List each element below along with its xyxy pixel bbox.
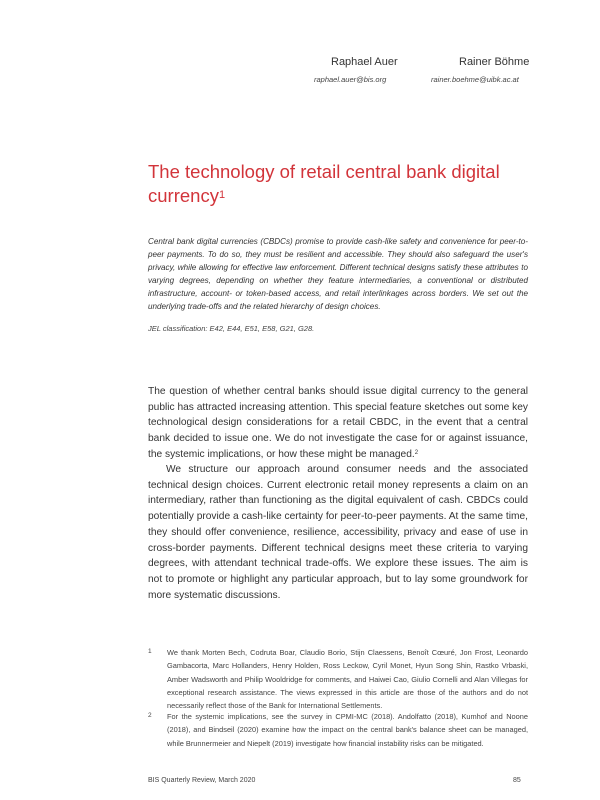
abstract: Central bank digital currencies (CBDCs) promise to provide cash-like safety and convenience for peer-to-peer payments. To do so, they must be resilient and accessible. They should also safeguard the user's privacy, while allowing for effective law enforcement. Different technical designs satisfy these attributes to varying degrees, depending on whether they feature intermediaries, a conventional or distributed infrastructure, account- or token-based access, and retail interlinkages across borders. We set out the underlying trade-offs and the related hierarchy of design choices.: [148, 237, 528, 311]
footnote-number: 2: [148, 712, 152, 719]
page-number: 85: [513, 777, 521, 784]
author-name: Raphael Auer: [331, 56, 398, 68]
body-paragraph: We structure our approach around consumer needs and the associated technical design choices. Current electronic retail money represents a claim on an intermediary, rather than functioning as the digital equivalent of cash. CBDCs could potentially provide a cash-like certainty for peer-to-peer payments. At the same time, they should offer convenience, resilience, accessibility, privacy and ease of use in cross-border payments. Different technical designs meet these criteria to varying degrees, with attendant technical trade-offs. We explore these issues. The aim is not to promote or highlight any particular approach, but to lay some groundwork for more systematic discussions.: [148, 464, 528, 601]
footnote-number: 1: [148, 648, 152, 655]
footnote-text: For the systemic implications, see the survey in CPMI-MC (2018). Andolfatto (2018), Kumhof and Noone (2018), and Bindseil (2020) examine how the impact on the central bank's balance sheet can be managed, while Brunnermeier and Niepelt (2019) investigate how financial instability risks can be mitigated.: [167, 712, 528, 748]
article-title: [148, 160, 508, 208]
author-email: raphael.auer@bis.org: [314, 75, 387, 84]
footnote-marker: 2: [414, 449, 419, 456]
footnote-marker: 1: [218, 189, 226, 201]
body-paragraph-text: The question of whether central banks should issue digital currency to the general public has attracted increasing attention. This special feature sketches out some key technological design considerations for a retail CBDC, in the event that a central bank decided to issue one. We do not investigate the case for or against issuance, the systemic implications, or how these might be managed.: [148, 386, 528, 460]
footnote-text: We thank Morten Bech, Codruta Boar, Claudio Borio, Stijn Claessens, Benoît Cœuré, Jon Frost, Leonardo Gambacorta, Marc Hollanders, Henry Holden, Ross Leckow, Cyril Monet, Hyun Song Shin, Rastko Vrbaski, Amber Wadsworth and Philip Wooldridge for comments, and Haiwei Cao, Giulio Cornelli and Alan Villegas for exceptional research assistance. The views expressed in this article are those of the authors and do not necessarily reflect those of the Bank for International Settlements.: [167, 648, 528, 711]
author-email: rainer.boehme@uibk.ac.at: [431, 75, 519, 84]
author-name: Rainer Böhme: [459, 56, 530, 68]
jel-classification: JEL classification: E42, E44, E51, E58, G21, G28.: [148, 324, 315, 333]
body-paragraph: [148, 384, 528, 463]
article-title-text: The technology of retail central bank digital currency: [148, 161, 500, 206]
journal-footer: BIS Quarterly Review, March 2020: [148, 777, 256, 784]
